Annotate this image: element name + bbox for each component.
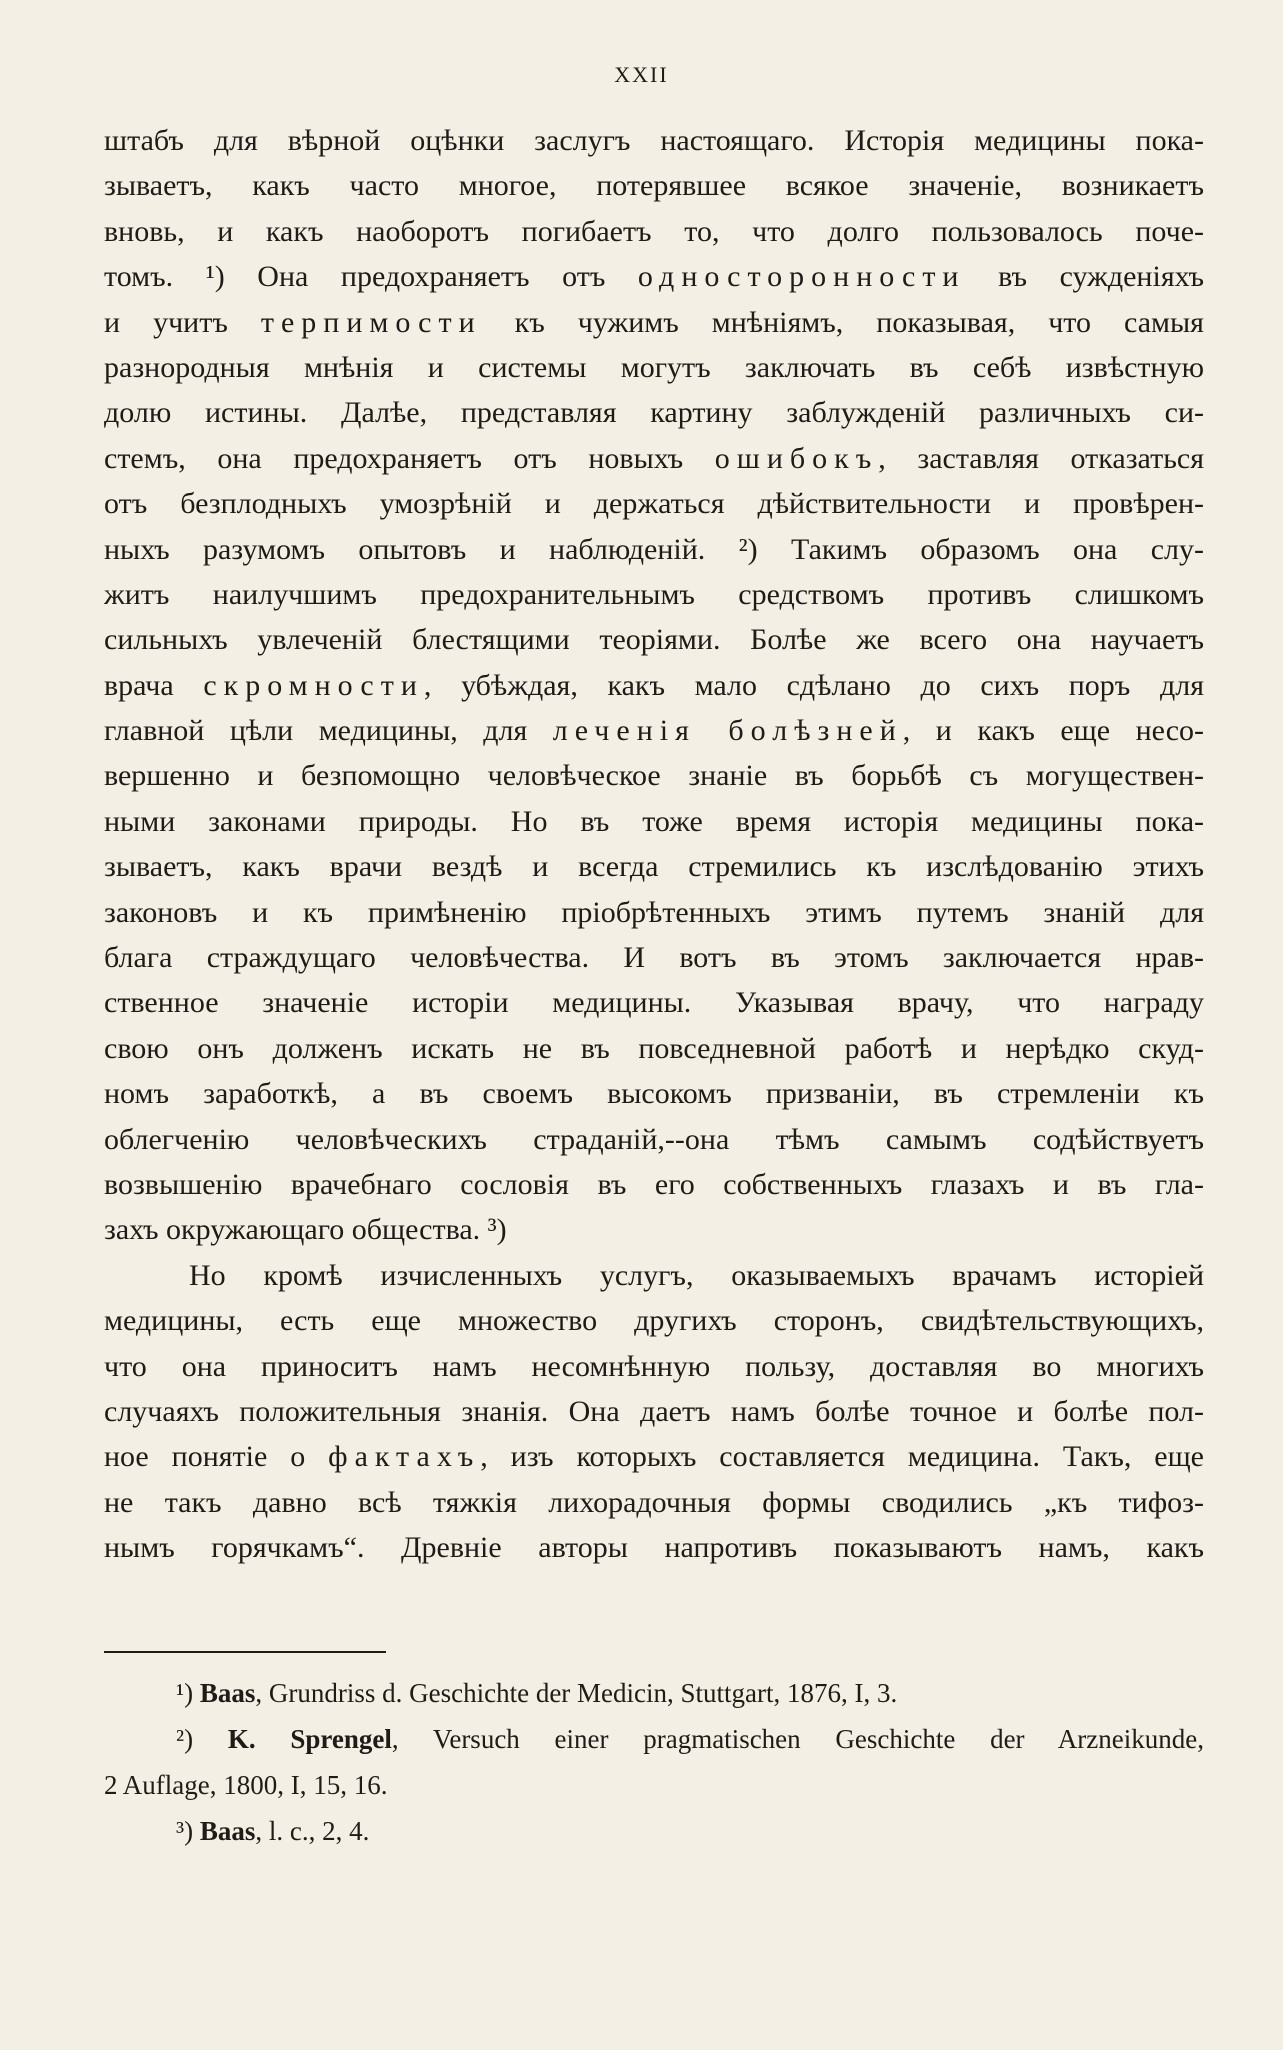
text-line: блага страждущаго человѣчества. И вотъ въ этомъ заключается нрав- [104,941,1204,975]
footnote-text: , l. c., 2, 4. [255,1816,370,1846]
text-line: житъ наилучшимъ предохранительнымъ средствомъ противъ слишкомъ [104,577,1204,611]
text-segment: и учитъ [104,305,261,339]
text-segment: главной цѣли медицины, для [104,714,553,748]
text-line: долю истины. Далѣе, представляя картину заблужденій различныхъ си- [104,396,1204,430]
emphasized-term: фактахъ [328,1440,481,1474]
text-segment: , убѣждая, какъ мало сдѣлано до сихъ поръ для [423,668,1204,702]
text-line: медицины, есть еще множество другихъ сторонъ, свидѣтельствующихъ, [104,1304,1204,1338]
text-line: законовъ и къ примѣненію пріобрѣтенныхъ этимъ путемъ знаній для [104,895,1204,929]
text-line [104,436,1204,481]
text-segment: врача [104,668,204,702]
text-line: случаяхъ положительныя знанія. Она даетъ намъ болѣе точное и болѣе пол- [104,1394,1204,1428]
text-segment: , заставляя отказаться [878,441,1204,475]
text-segment: , изъ которыхъ составляется медицина. Такъ, еще [480,1440,1204,1474]
footnotes [104,1670,1204,1854]
footnote [104,1670,1204,1716]
footnote-mark: ²) [176,1724,228,1754]
emphasized-term: скромности [203,668,424,702]
text-line: ственное значеніе исторіи медицины. Указывая врачу, что награду [104,986,1204,1020]
text-line: что она приноситъ намъ несомнѣнную пользу, доставляя во многихъ [104,1349,1204,1383]
page-number: XXII [614,62,669,87]
text-line: ныхъ разумомъ опытовъ и наблюденій. ²) Такимъ образомъ она слу- [104,532,1204,566]
text-line: вновь, и какъ наоборотъ погибаетъ то, что долго пользовалось поче- [104,214,1204,248]
text-line [104,300,1204,345]
footnote-text: , Versuch einer pragmatischen Geschichte der Arzneikunde, [391,1724,1204,1754]
emphasized-term: терпимости [260,305,482,339]
text-line: ными законами природы. Но въ тоже время исторія медицины пока- [104,804,1204,838]
text-line: свою онъ долженъ искать не въ повседневной работѣ и нерѣдко скуд- [104,1031,1204,1065]
text-line: номъ заработкѣ, а въ своемъ высокомъ призваніи, въ стремленіи къ [104,1077,1204,1111]
text-line [104,708,1204,753]
text-segment: , и какъ еще несо- [902,714,1204,748]
text-line: нымъ горячкамъ“. Древніе авторы напротивъ показываютъ намъ, какъ [104,1531,1204,1565]
footnote-author: K. Sprengel [227,1724,392,1754]
text-line: зываетъ, какъ врачи вездѣ и всегда стремились къ изслѣдованію этихъ [104,850,1204,884]
text-segment: томъ. ¹) Она предохраняетъ отъ [104,260,638,294]
text-line: вершенно и безпомощно человѣческое знаніе въ борьбѣ съ могуществен- [104,759,1204,793]
text-line: облегченію человѣческихъ страданій,--она тѣмъ самымъ содѣйствуетъ [104,1122,1204,1156]
footnote-text: 2 Auflage, 1800, I, 15, 16. [104,1770,388,1800]
footnote-author: Baas [199,1678,256,1708]
text-line: не такъ давно всѣ тяжкія лихорадочныя формы сводились „къ тифоз- [104,1485,1204,1519]
emphasized-term: ошибокъ [714,441,879,475]
text-segment: стемъ, она предохраняетъ отъ новыхъ [104,441,715,475]
text-line: штабъ для вѣрной оцѣнки заслугъ настоящаго. Исторія медицины пока- [104,124,1204,157]
text-line: сильныхъ увлеченій блестящими теоріями. Болѣе же всего она научаетъ [104,623,1204,657]
text-segment: ное понятіе о [104,1440,329,1474]
footnote-mark: ¹) [176,1678,200,1708]
text-line: возвышенію врачебнаго сословія въ его собственныхъ глазахъ и въ гла- [104,1167,1204,1201]
footnote-author: Baas [199,1816,256,1846]
footnote [104,1716,1204,1762]
footnote-text: , Grundriss d. Geschichte der Medicin, Stuttgart, 1876, I, 3. [255,1678,898,1708]
text-line: разнородныя мнѣнія и системы могутъ заключать въ себѣ извѣстную [104,350,1204,384]
text-segment: къ чужимъ мнѣніямъ, показывая, что самыя [481,305,1204,339]
text-line [104,1434,1204,1479]
text-line: захъ окружающаго общества. ³) [104,1213,507,1247]
footnote [104,1762,1204,1808]
emphasized-term: односторонности [637,260,966,294]
body-text [104,118,1204,1571]
footnote-divider [104,1651,386,1653]
footnote [104,1808,1204,1854]
footnote-mark: ³) [176,1816,200,1846]
text-segment: въ сужденіяхъ [965,260,1204,294]
text-line [104,254,1204,299]
text-line: Но кромѣ изчисленныхъ услугъ, оказываемыхъ врачамъ исторіей [189,1258,1204,1292]
text-line: отъ безплодныхъ умозрѣній и держаться дѣйствительности и провѣрен- [104,487,1204,521]
emphasized-term: леченія болѣзней [552,714,903,748]
text-line: зываетъ, какъ часто многое, потерявшее всякое значеніе, возникаетъ [104,169,1204,203]
text-line [104,663,1204,708]
